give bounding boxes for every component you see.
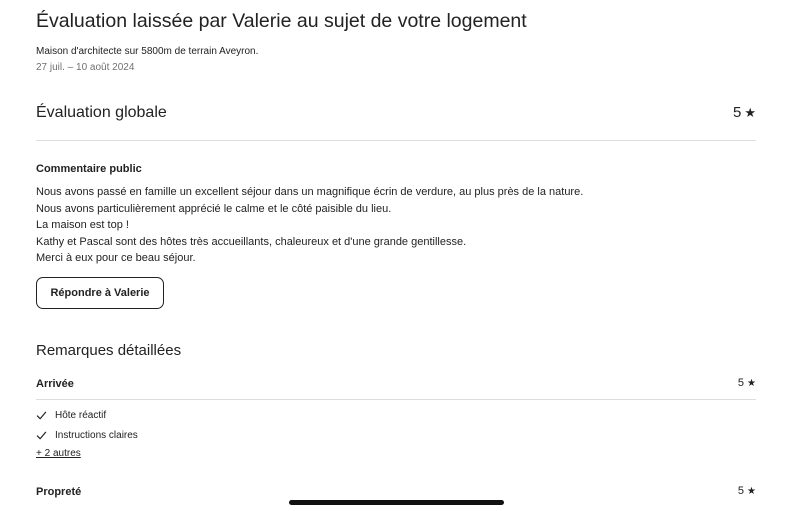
- overall-rating: [733, 104, 756, 121]
- overall-rating-label: Évaluation globale: [36, 104, 167, 121]
- category-cleanliness-label: Propreté: [36, 486, 82, 498]
- category-cleanliness-rating: [738, 485, 756, 497]
- highlight-label: Hôte réactif: [55, 410, 107, 421]
- detailed-remarks-title: Remarques détaillées: [36, 342, 182, 359]
- category-rating-value: 5: [737, 485, 745, 497]
- public-comment-text: [36, 184, 736, 267]
- divider: [36, 140, 756, 141]
- listing-name: Maison d'architecte sur 5800m de terrain Aveyron.: [36, 46, 259, 57]
- comment-line: Nous avons particulièrement apprécié le calme et le côté paisible du lieu.: [36, 202, 392, 215]
- stay-dates: 27 juil. – 10 août 2024: [36, 62, 135, 73]
- highlight-item: [36, 410, 106, 421]
- overall-rating-value: 5: [733, 104, 742, 121]
- check-icon: [36, 430, 47, 441]
- show-more-highlights-link[interactable]: + 2 autres: [36, 448, 81, 459]
- public-comment-heading: Commentaire public: [36, 163, 142, 175]
- star-icon: ★: [747, 377, 756, 389]
- star-icon: ★: [747, 485, 756, 497]
- check-icon: [36, 410, 47, 421]
- reply-button[interactable]: Répondre à Valerie: [36, 277, 164, 309]
- category-checkin-label: Arrivée: [36, 378, 74, 390]
- star-icon: ★: [744, 104, 756, 120]
- category-checkin-rating: [738, 377, 756, 389]
- comment-line: Nous avons passé en famille un excellent séjour dans un magnifique écrin de verdure, au plus près de la nature.: [36, 186, 584, 198]
- category-rating-value: 5: [737, 377, 745, 389]
- highlight-label: Instructions claires: [55, 430, 138, 441]
- comment-line: Kathy et Pascal sont des hôtes très accueillants, chaleureux et d'une grande gentillesse.: [36, 235, 467, 248]
- home-indicator[interactable]: [289, 500, 504, 505]
- comment-line: Merci à eux pour ce beau séjour.: [36, 252, 196, 264]
- page-title: Évaluation laissée par Valerie au sujet de votre logement: [36, 10, 527, 32]
- comment-line: La maison est top !: [36, 219, 129, 231]
- divider: [36, 399, 756, 400]
- highlight-item: [36, 430, 138, 441]
